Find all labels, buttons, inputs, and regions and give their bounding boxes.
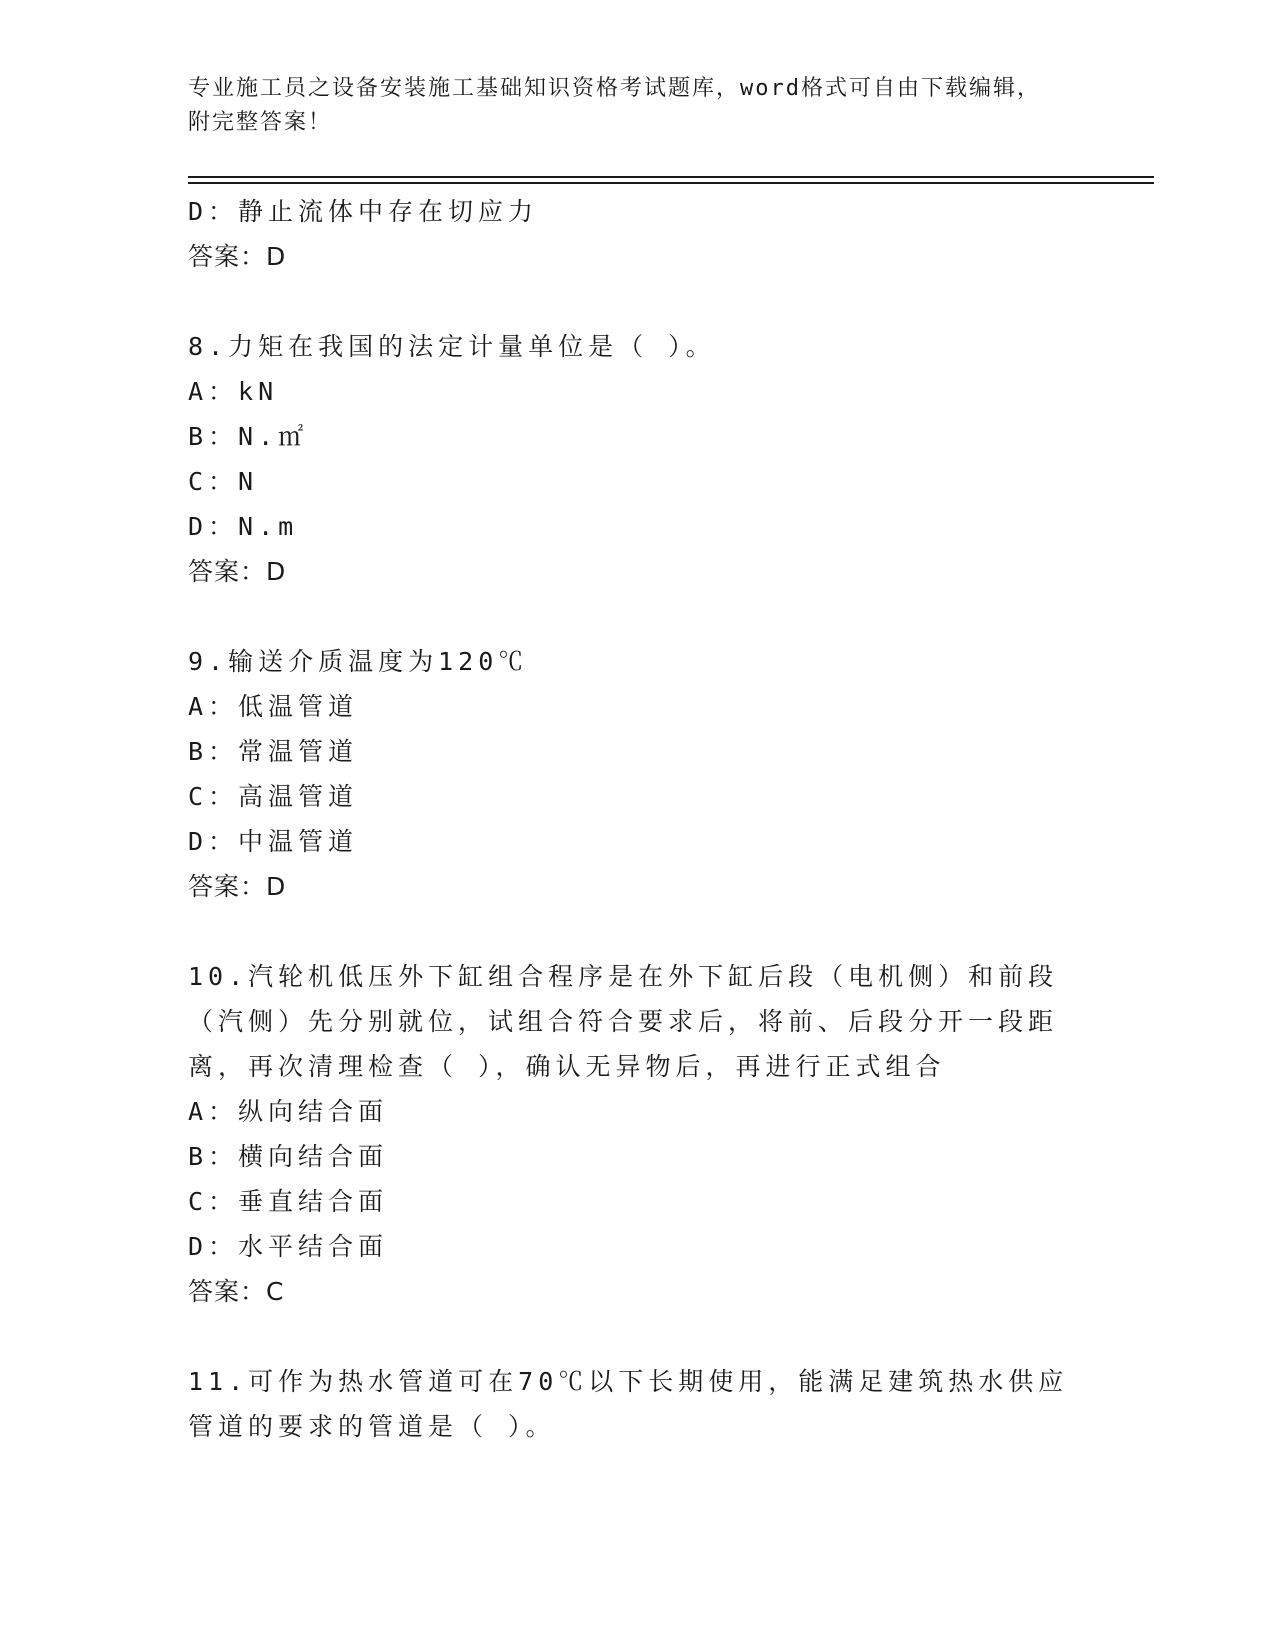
question-list [188, 189, 1088, 1449]
option-a: A：低温管道 [188, 692, 359, 721]
header-rule-top [188, 176, 1154, 178]
option-d: D：中温管道 [188, 827, 359, 856]
option-d: D：水平结合面 [188, 1232, 389, 1261]
option-a: A：纵向结合面 [188, 1097, 389, 1126]
option-d: D：N.m [188, 512, 299, 541]
option-a: A：kN [188, 377, 279, 406]
answer: 答案：C [188, 1277, 285, 1306]
question-11 [188, 1359, 1088, 1449]
option-c: C：垂直结合面 [188, 1187, 389, 1216]
question-text: 10.汽轮机低压外下缸组合程序是在外下缸后段（电机侧）和前段（汽侧）先分别就位，试组合符合要求后，将前、后段分开一段距离，再次清理检查（ ），确认无异物后，再进行正式组合 [188, 962, 1059, 1081]
question-8 [188, 324, 1088, 594]
question-text: 11.可作为热水管道可在70℃以下长期使用，能满足建筑热水供应管道的要求的管道是（ ）。 [188, 1367, 1069, 1441]
option-b: B：N.㎡ [188, 422, 309, 451]
question-text: 9.输送介质温度为120℃ [188, 647, 529, 676]
document-header [188, 72, 1078, 140]
answer: 答案：D [188, 242, 287, 271]
answer: 答案：D [188, 872, 287, 901]
header-rule-bottom [188, 182, 1154, 184]
question-7-tail [188, 189, 1088, 279]
question-9 [188, 639, 1088, 909]
question-text: 8.力矩在我国的法定计量单位是（ ）。 [188, 332, 716, 361]
header-line-2: 附完整答案！ [188, 110, 333, 135]
header-line-1: 专业施工员之设备安装施工基础知识资格考试题库，word格式可自由下载编辑， [188, 76, 1041, 101]
option-c: C：高温管道 [188, 782, 359, 811]
option-b: B：常温管道 [188, 737, 359, 766]
option-c: C：N [188, 467, 259, 496]
option-b: B：横向结合面 [188, 1142, 389, 1171]
option-d: D：静止流体中存在切应力 [188, 197, 539, 226]
question-10 [188, 954, 1088, 1314]
answer: 答案：D [188, 557, 287, 586]
